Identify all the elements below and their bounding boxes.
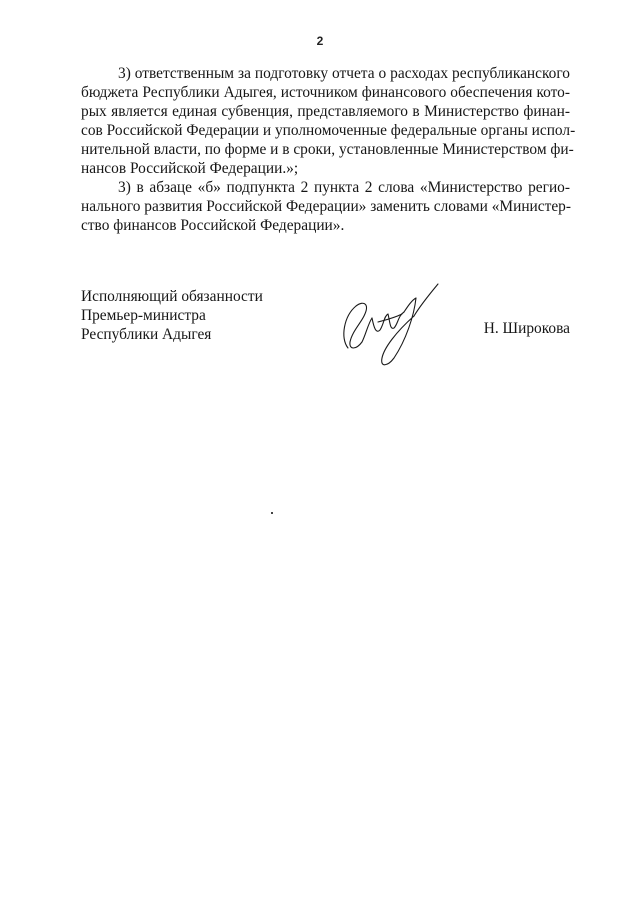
body-line-7: 3) в абзаце «б» подпункта 2 пункта 2 слова «Министерство регио- — [118, 179, 570, 196]
signer-title-line-1: Исполняющий обязанности — [81, 288, 263, 305]
scan-speck — [271, 512, 273, 514]
signer-name: Н. Широкова — [483, 320, 570, 337]
body-line-3: рых является единая субвенция, представляемого в Министерство финан- — [81, 103, 570, 120]
signer-title-line-3: Республики Адыгея — [81, 326, 212, 343]
body-line-9: ство финансов Российской Федерации». — [81, 217, 345, 234]
body-line-4: сов Российской Федерации и уполномоченные федеральные органы испол- — [81, 122, 576, 139]
page-number: 2 — [316, 34, 324, 48]
body-line-2: бюджета Республики Адыгея, источником финансового обеспечения кото- — [81, 84, 570, 101]
body-line-8: нального развития Российской Федерации» заменить словами «Министер- — [81, 198, 571, 215]
body-line-5: нительной власти, по форме и в сроки, установленные Министерством фи- — [81, 141, 574, 158]
signer-title-line-2: Премьер-министра — [81, 307, 206, 324]
body-line-1: 3) ответственным за подготовку отчета о расходах республиканского — [118, 65, 570, 82]
handwritten-signature-icon — [334, 276, 444, 376]
body-line-6: нансов Российской Федерации.»; — [81, 160, 299, 177]
